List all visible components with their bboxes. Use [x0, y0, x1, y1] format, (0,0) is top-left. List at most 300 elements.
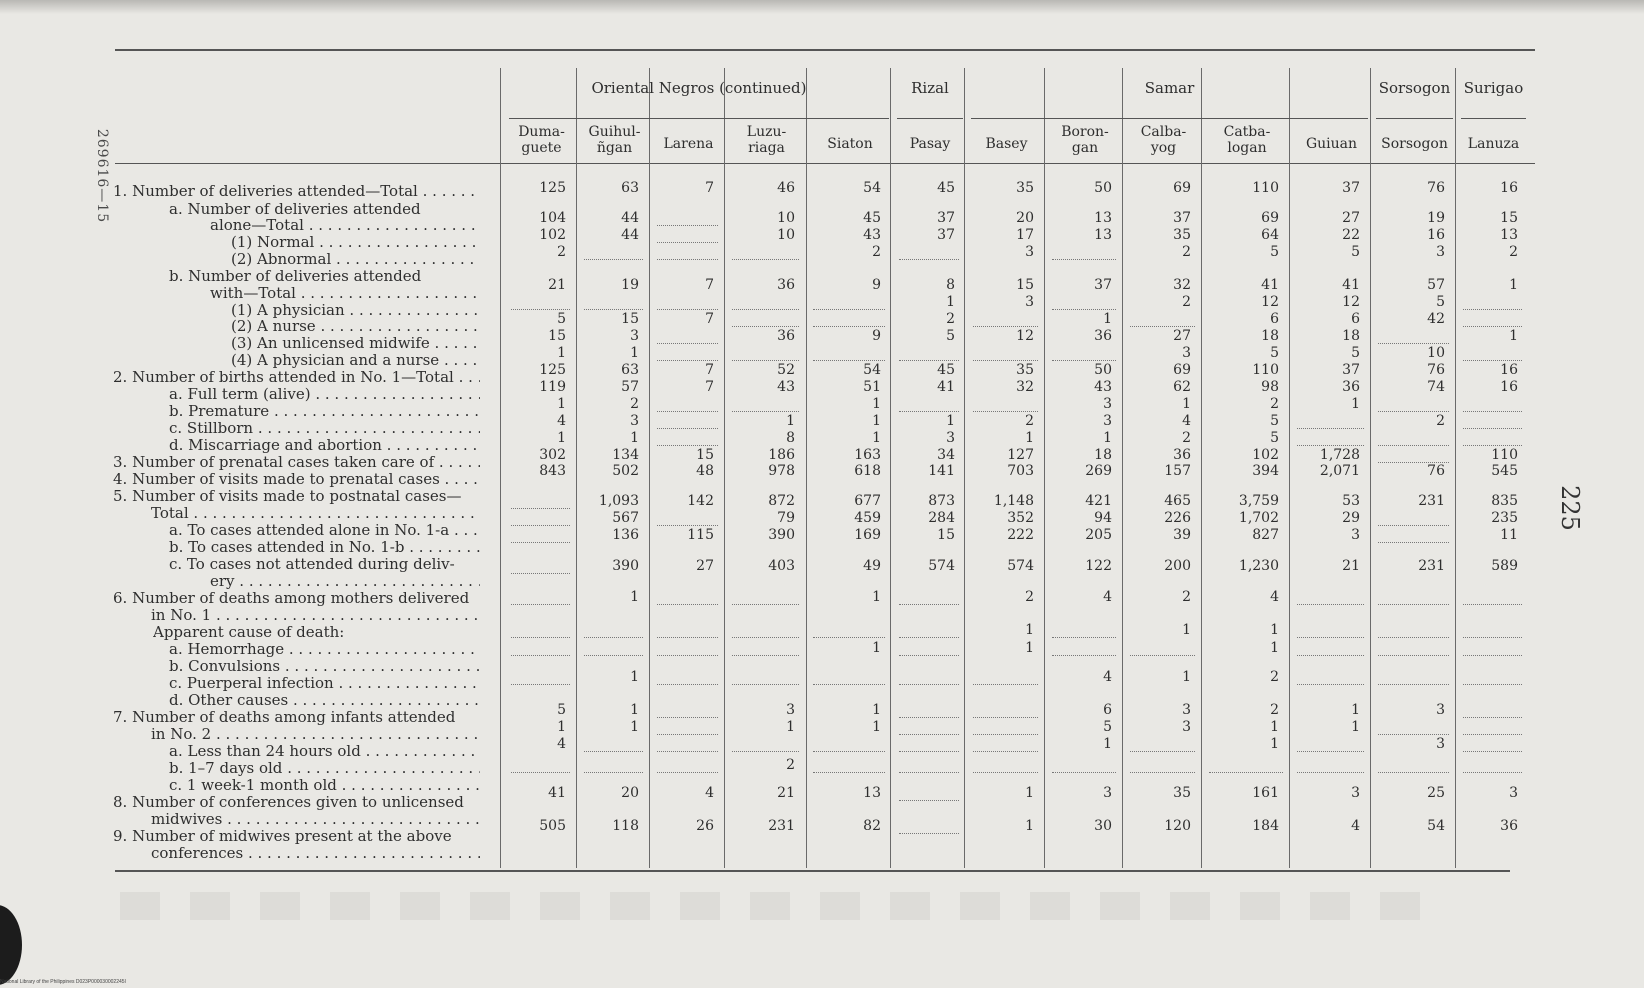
empty-cell	[1378, 636, 1449, 638]
empty-cell	[732, 750, 799, 752]
empty-cell	[1297, 750, 1364, 752]
data-cell: 235	[1491, 510, 1518, 526]
data-cell: 231	[1418, 493, 1445, 509]
data-cell: 7	[705, 311, 714, 327]
data-cell: 3	[1103, 785, 1112, 801]
data-cell: 574	[928, 558, 955, 574]
empty-cell	[511, 683, 570, 685]
data-cell: 1	[1025, 430, 1034, 446]
data-cell: 169	[854, 527, 881, 543]
column-header: Sorsogon	[1381, 136, 1448, 152]
data-cell: 465	[1164, 493, 1191, 509]
data-cell: 15	[696, 447, 714, 463]
column-header: Guiuan	[1305, 136, 1358, 152]
empty-cell	[1052, 359, 1116, 361]
empty-cell	[511, 654, 570, 656]
row-label: b. Number of deliveries attended	[169, 268, 422, 285]
data-cell: 141	[928, 463, 955, 479]
empty-cell	[732, 654, 799, 656]
data-cell: 390	[768, 527, 795, 543]
row-label: 2. Number of births attended in No. 1—Total . . .	[113, 369, 480, 386]
column-header: Luzu- riaga	[746, 124, 787, 156]
empty-cell	[511, 541, 570, 543]
data-cell: 7	[705, 180, 714, 196]
data-cell: 502	[612, 463, 639, 479]
row-label: (4) A physician and a nurse . . .	[231, 352, 480, 369]
data-cell: 163	[854, 447, 881, 463]
data-cell: 5	[1103, 719, 1112, 735]
data-cell: 6	[1351, 311, 1360, 327]
data-cell: 545	[1491, 463, 1518, 479]
data-cell: 35	[1016, 180, 1034, 196]
empty-cell	[657, 410, 718, 412]
row-label: c. To cases not attended during deliv-	[169, 556, 455, 573]
empty-cell	[1463, 603, 1522, 605]
data-cell: 5	[1270, 430, 1279, 446]
data-cell: 421	[1085, 493, 1112, 509]
data-cell: 677	[854, 493, 881, 509]
empty-cell	[813, 771, 885, 773]
data-cell: 222	[1007, 527, 1034, 543]
data-cell: 35	[1173, 785, 1191, 801]
table-header-rule	[115, 163, 1535, 164]
empty-cell	[732, 308, 799, 310]
data-cell: 36	[1500, 818, 1518, 834]
data-cell: 15	[937, 527, 955, 543]
data-cell: 567	[612, 510, 639, 526]
data-cell: 2,071	[1319, 463, 1360, 479]
data-cell: 57	[621, 379, 639, 395]
data-cell: 1	[872, 719, 881, 735]
empty-cell	[1297, 636, 1364, 638]
data-cell: 269	[1085, 463, 1112, 479]
row-label: in No. 1 . . .	[151, 607, 480, 624]
empty-cell	[1463, 427, 1522, 429]
data-cell: 4	[1103, 669, 1112, 685]
empty-cell	[657, 636, 718, 638]
empty-cell	[899, 733, 959, 735]
data-cell: 37	[1342, 180, 1360, 196]
empty-cell	[899, 832, 959, 834]
data-cell: 459	[854, 510, 881, 526]
data-cell: 2	[1270, 396, 1279, 412]
data-cell: 1	[872, 396, 881, 412]
data-cell: 352	[1007, 510, 1034, 526]
page-number	[1548, 480, 1588, 540]
empty-cell	[1297, 603, 1364, 605]
data-cell: 46	[777, 180, 795, 196]
data-cell: 32	[1173, 277, 1191, 293]
data-cell: 15	[548, 328, 566, 344]
data-cell: 94	[1094, 510, 1112, 526]
data-cell: 36	[777, 277, 795, 293]
row-label: (1) A physician . . .	[231, 302, 480, 319]
data-cell: 104	[539, 210, 566, 226]
data-cell: 16	[1500, 180, 1518, 196]
data-cell: 2	[1182, 244, 1191, 260]
data-cell: 62	[1173, 379, 1191, 395]
data-cell: 2	[1182, 430, 1191, 446]
data-cell: 3	[1182, 702, 1191, 718]
empty-cell	[1463, 733, 1522, 735]
empty-cell	[1378, 541, 1449, 543]
column-header: Calba- yog	[1140, 124, 1187, 156]
empty-cell	[732, 410, 799, 412]
empty-cell	[584, 750, 643, 752]
data-cell: 98	[1261, 379, 1279, 395]
empty-cell	[657, 308, 718, 310]
data-cell: 8	[946, 277, 955, 293]
data-cell: 5	[557, 311, 566, 327]
row-label: (2) Abnormal . . .	[231, 251, 480, 268]
row-label: 8. Number of conferences given to unlicensed	[113, 794, 464, 811]
data-cell: 10	[777, 227, 795, 243]
empty-cell	[813, 325, 885, 327]
data-cell: 5	[1270, 413, 1279, 429]
data-cell: 118	[612, 818, 639, 834]
data-cell: 21	[548, 277, 566, 293]
empty-cell	[1463, 771, 1522, 773]
column-divider	[1370, 68, 1371, 868]
data-cell: 54	[863, 180, 881, 196]
data-cell: 4	[1182, 413, 1191, 429]
data-cell: 74	[1427, 379, 1445, 395]
data-cell: 15	[1500, 210, 1518, 226]
row-label: 6. Number of deaths among mothers delivered	[113, 590, 470, 607]
row-label: b. Convulsions . . .	[169, 658, 480, 675]
data-cell: 1	[872, 413, 881, 429]
data-cell: 54	[1427, 818, 1445, 834]
data-cell: 18	[1342, 328, 1360, 344]
data-cell: 21	[1342, 558, 1360, 574]
data-cell: 22	[1342, 227, 1360, 243]
data-cell: 2	[872, 244, 881, 260]
data-cell: 69	[1173, 180, 1191, 196]
data-cell: 1	[1509, 277, 1518, 293]
empty-cell	[1052, 636, 1116, 638]
empty-cell	[584, 258, 643, 260]
data-cell: 10	[777, 210, 795, 226]
data-cell: 394	[1252, 463, 1279, 479]
data-cell: 50	[1094, 180, 1112, 196]
empty-cell	[1463, 716, 1522, 718]
row-label: alone—Total . . .	[210, 217, 480, 234]
data-cell: 1	[630, 719, 639, 735]
empty-cell	[1463, 750, 1522, 752]
data-cell: 1,230	[1238, 558, 1279, 574]
data-cell: 136	[612, 527, 639, 543]
data-cell: 4	[1270, 589, 1279, 605]
empty-cell	[1130, 771, 1195, 773]
empty-cell	[973, 716, 1038, 718]
data-cell: 1	[1103, 311, 1112, 327]
data-cell: 1	[786, 719, 795, 735]
data-cell: 1	[630, 702, 639, 718]
column-header: Boron- gan	[1061, 124, 1109, 156]
data-cell: 4	[557, 413, 566, 429]
data-cell: 1	[630, 589, 639, 605]
empty-cell	[511, 603, 570, 605]
column-header: Catba- logan	[1223, 124, 1271, 156]
empty-cell	[511, 524, 570, 526]
column-header: Duma- guete	[518, 124, 565, 156]
empty-cell	[1297, 654, 1364, 656]
row-label: d. Miscarriage and abortion . . .	[169, 437, 480, 454]
data-cell: 1	[1182, 622, 1191, 638]
data-cell: 1	[557, 396, 566, 412]
data-cell: 102	[1252, 447, 1279, 463]
data-cell: 76	[1427, 180, 1445, 196]
data-cell: 39	[1173, 527, 1191, 543]
data-cell: 9	[872, 328, 881, 344]
data-cell: 1	[1103, 430, 1112, 446]
data-cell: 15	[621, 311, 639, 327]
empty-cell	[1463, 308, 1522, 310]
data-cell: 2	[557, 244, 566, 260]
empty-cell	[511, 507, 570, 509]
margin-code	[77, 118, 117, 248]
data-cell: 16	[1427, 227, 1445, 243]
data-cell: 157	[1164, 463, 1191, 479]
data-cell: 1	[872, 589, 881, 605]
empty-cell	[1463, 325, 1522, 327]
empty-cell	[813, 308, 885, 310]
data-cell: 1	[1351, 719, 1360, 735]
empty-cell	[973, 750, 1038, 752]
row-label: a. Number of deliveries attended	[169, 201, 421, 218]
data-cell: 122	[1085, 558, 1112, 574]
data-cell: 20	[621, 785, 639, 801]
data-cell: 125	[539, 180, 566, 196]
empty-cell	[1130, 654, 1195, 656]
data-cell: 41	[1342, 277, 1360, 293]
empty-cell	[657, 427, 718, 429]
data-cell: 51	[863, 379, 881, 395]
data-cell: 2	[630, 396, 639, 412]
empty-cell	[1378, 771, 1449, 773]
row-label: (2) A nurse . . .	[231, 318, 480, 335]
data-cell: 3	[1509, 785, 1518, 801]
data-cell: 1	[1025, 640, 1034, 656]
data-cell: 13	[1500, 227, 1518, 243]
bleed-through-text	[120, 892, 1420, 920]
data-cell: 1	[872, 702, 881, 718]
empty-cell	[899, 771, 959, 773]
empty-cell	[899, 258, 959, 260]
data-cell: 11	[1500, 527, 1518, 543]
data-cell: 873	[928, 493, 955, 509]
data-cell: 15	[1016, 277, 1034, 293]
data-cell: 10	[1427, 345, 1445, 361]
data-cell: 4	[705, 785, 714, 801]
data-cell: 102	[539, 227, 566, 243]
data-cell: 110	[1252, 180, 1279, 196]
empty-cell	[899, 654, 959, 656]
empty-cell	[1052, 654, 1116, 656]
page-number-text: 225	[1556, 485, 1584, 531]
data-cell: 3	[1103, 396, 1112, 412]
group-header: Surigao	[1463, 79, 1524, 97]
data-cell: 3	[630, 413, 639, 429]
empty-cell	[657, 733, 718, 735]
data-cell: 2	[946, 311, 955, 327]
empty-cell	[1463, 359, 1522, 361]
data-cell: 9	[872, 277, 881, 293]
data-cell: 36	[1173, 447, 1191, 463]
data-cell: 3	[1436, 244, 1445, 260]
empty-cell	[973, 410, 1038, 412]
row-label: 1. Number of deliveries attended—Total . . .	[113, 183, 480, 200]
data-cell: 4	[1351, 818, 1360, 834]
data-cell: 1	[1182, 396, 1191, 412]
empty-cell	[1378, 683, 1449, 685]
empty-cell	[813, 750, 885, 752]
data-cell: 703	[1007, 463, 1034, 479]
data-cell: 50	[1094, 362, 1112, 378]
empty-cell	[1378, 410, 1449, 412]
data-cell: 110	[1491, 447, 1518, 463]
row-label: ery . . .	[210, 573, 480, 590]
data-cell: 231	[768, 818, 795, 834]
data-cell: 41	[548, 785, 566, 801]
empty-cell	[973, 771, 1038, 773]
data-cell: 45	[863, 210, 881, 226]
row-label: Apparent cause of death:	[153, 624, 345, 641]
data-cell: 17	[1016, 227, 1034, 243]
data-cell: 142	[687, 493, 714, 509]
empty-cell	[1378, 524, 1449, 526]
empty-cell	[973, 733, 1038, 735]
data-cell: 200	[1164, 558, 1191, 574]
data-cell: 7	[705, 362, 714, 378]
column-header: Guihul- ñgan	[588, 124, 641, 156]
row-label: b. 1–7 days old . . .	[169, 760, 480, 777]
data-cell: 43	[863, 227, 881, 243]
row-label: 5. Number of visits made to postnatal cases—	[113, 488, 462, 505]
data-cell: 76	[1427, 463, 1445, 479]
data-cell: 76	[1427, 362, 1445, 378]
data-cell: 1	[786, 413, 795, 429]
data-cell: 1	[1025, 622, 1034, 638]
data-cell: 1	[946, 413, 955, 429]
data-cell: 3	[1351, 785, 1360, 801]
data-cell: 302	[539, 447, 566, 463]
data-cell: 226	[1164, 510, 1191, 526]
data-cell: 27	[696, 558, 714, 574]
table-bottom-rule	[115, 870, 1510, 872]
data-cell: 43	[777, 379, 795, 395]
row-label: a. Less than 24 hours old . . .	[169, 743, 480, 760]
data-cell: 54	[863, 362, 881, 378]
data-cell: 127	[1007, 447, 1034, 463]
empty-cell	[732, 359, 799, 361]
margin-code-text: 269616—15	[94, 128, 110, 224]
data-cell: 978	[768, 463, 795, 479]
data-cell: 48	[696, 463, 714, 479]
data-cell: 13	[863, 785, 881, 801]
data-cell: 134	[612, 447, 639, 463]
data-cell: 7	[705, 379, 714, 395]
data-cell: 1	[946, 294, 955, 310]
row-label: in No. 2 . . .	[151, 726, 480, 743]
empty-cell	[1297, 683, 1364, 685]
data-cell: 1	[1182, 669, 1191, 685]
data-cell: 36	[777, 328, 795, 344]
data-cell: 19	[1427, 210, 1445, 226]
data-cell: 5	[1436, 294, 1445, 310]
empty-cell	[1209, 771, 1283, 773]
data-cell: 1	[630, 669, 639, 685]
data-cell: 403	[768, 558, 795, 574]
scan-top-shadow	[0, 0, 1644, 14]
data-cell: 2	[1182, 589, 1191, 605]
empty-cell	[1463, 654, 1522, 656]
data-cell: 1	[557, 430, 566, 446]
row-label: (3) An unlicensed midwife . . .	[231, 335, 480, 352]
data-cell: 119	[539, 379, 566, 395]
row-label: midwives . . .	[151, 811, 480, 828]
data-cell: 3	[1025, 244, 1034, 260]
empty-cell	[511, 308, 570, 310]
row-label: d. Other causes . . .	[169, 692, 480, 709]
empty-cell	[1052, 771, 1116, 773]
group-underline	[1461, 118, 1526, 119]
data-cell: 284	[928, 510, 955, 526]
data-cell: 8	[786, 430, 795, 446]
data-cell: 3	[630, 328, 639, 344]
empty-cell	[657, 603, 718, 605]
data-cell: 6	[1270, 311, 1279, 327]
data-cell: 5	[1270, 244, 1279, 260]
data-cell: 1	[1025, 785, 1034, 801]
data-cell: 37	[937, 227, 955, 243]
data-cell: 2	[1025, 589, 1034, 605]
empty-cell	[657, 524, 718, 526]
data-cell: 5	[557, 702, 566, 718]
row-label: b. To cases attended in No. 1-b . . .	[169, 539, 480, 556]
data-cell: 231	[1418, 558, 1445, 574]
data-cell: 2	[1270, 669, 1279, 685]
empty-cell	[899, 750, 959, 752]
row-label: c. Stillborn . . .	[169, 420, 480, 437]
data-cell: 1	[1270, 719, 1279, 735]
data-cell: 3	[1436, 736, 1445, 752]
data-cell: 1,148	[993, 493, 1034, 509]
group-header: Sorsogon	[1378, 79, 1451, 97]
data-cell: 18	[1094, 447, 1112, 463]
data-cell: 161	[1252, 785, 1279, 801]
data-cell: 3	[1103, 413, 1112, 429]
empty-cell	[657, 241, 718, 243]
empty-cell	[1463, 683, 1522, 685]
data-cell: 12	[1342, 294, 1360, 310]
data-cell: 125	[539, 362, 566, 378]
data-cell: 1	[1025, 818, 1034, 834]
data-cell: 2	[1509, 244, 1518, 260]
empty-cell	[732, 325, 799, 327]
data-cell: 205	[1085, 527, 1112, 543]
data-cell: 37	[1173, 210, 1191, 226]
data-cell: 3	[1436, 702, 1445, 718]
empty-cell	[1297, 427, 1364, 429]
empty-cell	[813, 359, 885, 361]
group-underline	[1376, 118, 1453, 119]
data-cell: 63	[621, 180, 639, 196]
data-cell: 37	[1342, 362, 1360, 378]
data-cell: 5	[1270, 345, 1279, 361]
data-cell: 1	[1351, 702, 1360, 718]
column-header: Lanuza	[1467, 136, 1520, 152]
